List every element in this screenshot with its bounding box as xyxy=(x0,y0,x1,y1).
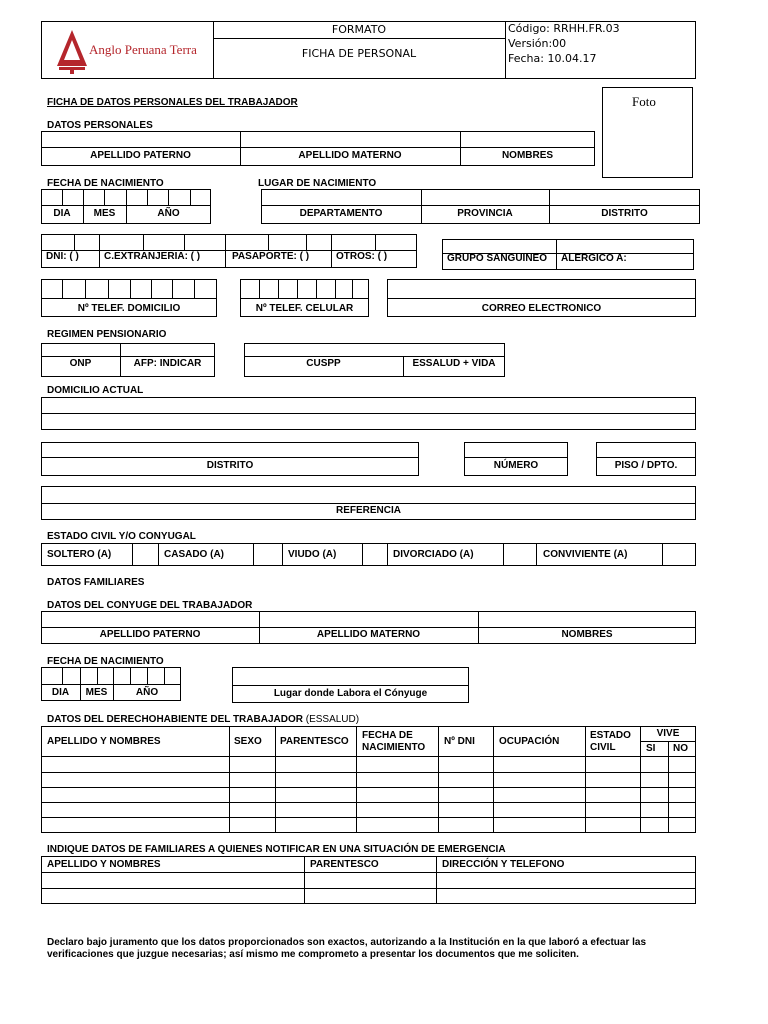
row-divider xyxy=(41,787,696,788)
logo-mark-icon xyxy=(55,28,89,74)
col-divider xyxy=(168,189,169,205)
soltero-label: SOLTERO (A) xyxy=(47,549,112,560)
col-divider xyxy=(147,189,148,205)
distrito-label: DISTRITO xyxy=(601,208,648,219)
row-divider xyxy=(464,457,568,458)
col-divider xyxy=(438,726,439,833)
row-divider xyxy=(244,356,505,357)
provincia-label: PROVINCIA xyxy=(457,208,513,219)
col-divider xyxy=(362,543,363,566)
section-regimen: REGIMEN PENSIONARIO xyxy=(47,329,167,340)
col-divider xyxy=(194,279,195,298)
col-divider xyxy=(356,726,357,833)
codigo-text: Código: RRHH.FR.03 xyxy=(508,22,620,35)
section-estado-civil: ESTADO CIVIL Y/O CONYUGAL xyxy=(47,531,196,542)
section-domicilio: DOMICILIO ACTUAL xyxy=(47,385,144,396)
th-si: SI xyxy=(646,743,656,754)
col-divider xyxy=(335,279,336,298)
otros-option: OTROS: ( ) xyxy=(336,251,388,262)
conyuge-paterno-label: APELLIDO PATERNO xyxy=(99,629,201,640)
derechohabiente-title: DATOS DEL DERECHOHABIENTE DEL TRABAJADOR xyxy=(47,714,303,725)
col-divider xyxy=(253,543,254,566)
onp-label: ONP xyxy=(69,358,92,369)
col-divider xyxy=(304,856,305,904)
departamento-label: DEPARTAMENTO xyxy=(299,208,383,219)
col-divider xyxy=(190,189,191,205)
row-divider xyxy=(41,457,419,458)
essalud-label: ESSALUD + VIDA xyxy=(412,358,496,369)
section-derechohabiente xyxy=(47,714,359,725)
dni-option: DNI: ( ) xyxy=(46,251,79,262)
telef-celular-label: Nº TELEF. CELULAR xyxy=(255,303,354,314)
alergico-label: ALERGICO A: xyxy=(561,253,627,264)
derechohabiente-suffix: (ESSALUD) xyxy=(305,714,360,725)
col-divider xyxy=(662,543,663,566)
telef-domicilio-label: Nº TELEF. DOMICILIO xyxy=(77,303,181,314)
section-datos-conyuge: DATOS DEL CONYUGE DEL TRABAJADOR xyxy=(47,600,253,611)
company-logo xyxy=(55,28,210,74)
col-divider xyxy=(108,279,109,298)
dia-label: DIA xyxy=(53,208,71,219)
conviviente-label: CONVIVIENTE (A) xyxy=(543,549,628,560)
col-divider xyxy=(99,234,100,268)
row-divider xyxy=(596,457,696,458)
version-text: Versión:00 xyxy=(508,37,567,50)
row-divider xyxy=(41,772,696,773)
em-th-direccion: DIRECCIÓN Y TELEFONO xyxy=(442,859,565,870)
row-divider xyxy=(41,298,217,299)
section-emergencia: INDIQUE DATOS DE FAMILIARES A QUIENES NOTIFICAR EN UNA SITUACIÓN DE EMERGENCIA xyxy=(47,844,506,855)
row-divider xyxy=(41,147,595,148)
col-divider xyxy=(151,279,152,298)
conyuge-materno-label: APELLIDO MATERNO xyxy=(316,629,421,640)
col-divider xyxy=(62,667,63,684)
row-divider xyxy=(41,802,696,803)
col-divider xyxy=(503,543,504,566)
piso-label: PISO / DPTO. xyxy=(614,460,678,471)
apellido-paterno-label: APELLIDO PATERNO xyxy=(90,150,191,161)
fecha-nacimiento-title: FECHA DE NACIMIENTO xyxy=(47,178,164,189)
col-divider xyxy=(62,279,63,298)
th-parentesco: PARENTESCO xyxy=(280,736,349,747)
afp-label: AFP: INDICAR xyxy=(133,358,202,369)
col-divider xyxy=(62,189,63,205)
ficha-title: FICHA DE PERSONAL xyxy=(301,47,417,60)
col-divider xyxy=(297,279,298,298)
th-dni: Nº DNI xyxy=(444,736,475,747)
th-fecha-nacimiento: FECHA DE NACIMIENTO xyxy=(362,730,426,753)
pasaporte-option: PASAPORTE: ( ) xyxy=(232,251,310,262)
conyuge-anio-label: AÑO xyxy=(135,687,159,698)
row-divider xyxy=(41,684,181,685)
conyuge-nombres-label: NOMBRES xyxy=(561,629,613,640)
col-divider xyxy=(278,279,279,298)
col-divider xyxy=(130,279,131,298)
fecha-text: Fecha: 10.04.17 xyxy=(508,52,597,65)
row-divider xyxy=(240,298,369,299)
fecha-nac-conyuge-title: FECHA DE NACIMIENTO xyxy=(47,656,164,667)
logo-text: Anglo Peruana Terra xyxy=(89,42,197,57)
col-divider xyxy=(668,741,669,833)
col-divider xyxy=(585,726,586,833)
nombres-label: NOMBRES xyxy=(501,150,554,161)
col-divider xyxy=(259,279,260,298)
col-divider xyxy=(316,279,317,298)
row-divider xyxy=(41,413,696,414)
header-divider xyxy=(213,38,505,39)
col-divider xyxy=(184,234,185,250)
th-estado-civil: ESTADO CIVIL xyxy=(590,730,631,753)
col-divider xyxy=(132,543,133,566)
cuspp-label: CUSPP xyxy=(306,358,341,369)
col-divider xyxy=(97,667,98,684)
col-divider xyxy=(172,279,173,298)
section-datos-familiares: DATOS FAMILIARES xyxy=(47,577,145,588)
row-divider xyxy=(41,888,696,889)
col-divider xyxy=(268,234,269,250)
form-title: FICHA DE DATOS PERSONALES DEL TRABAJADOR xyxy=(47,97,298,108)
col-divider xyxy=(130,667,131,684)
col-divider xyxy=(282,543,283,566)
th-ocupacion: OCUPACIÓN xyxy=(499,736,560,747)
row-divider xyxy=(41,627,696,628)
col-divider xyxy=(556,239,557,270)
photo-label: Foto xyxy=(632,94,656,109)
section-datos-personales: DATOS PERSONALES xyxy=(47,120,153,131)
col-divider xyxy=(104,189,105,205)
conyuge-dia-label: DIA xyxy=(51,687,70,698)
th-apellido-nombres: APELLIDO Y NOMBRES xyxy=(47,736,161,747)
th-no: NO xyxy=(673,743,688,754)
em-th-parentesco: PARENTESCO xyxy=(310,859,379,870)
col-divider xyxy=(225,234,226,268)
col-divider xyxy=(536,543,537,566)
grupo-sanguineo-label: GRUPO SANGUINEO xyxy=(447,253,548,264)
row-divider xyxy=(41,872,696,873)
sworn-declaration: Declaro bajo juramento que los datos proporcionados son exactos, autorizando a la Institución en la que laboró a efectuar las verificaciones que juzgue necesarias; así mismo me comprometo a presentar los documentos que me soliciten. xyxy=(47,937,647,960)
col-divider xyxy=(640,726,641,833)
col-divider xyxy=(352,279,353,298)
referencia-label: REFERENCIA xyxy=(335,505,401,516)
casado-label: CASADO (A) xyxy=(164,549,224,560)
col-divider xyxy=(229,726,230,833)
dom-distrito-label: DISTRITO xyxy=(206,460,254,471)
th-sexo: SEXO xyxy=(234,736,262,747)
col-divider xyxy=(85,279,86,298)
lugar-nacimiento-title: LUGAR DE NACIMIENTO xyxy=(258,178,377,189)
col-divider xyxy=(375,234,376,250)
col-divider xyxy=(275,726,276,833)
apellido-materno-label: APELLIDO MATERNO xyxy=(298,150,402,161)
divorciado-label: DIVORCIADO (A) xyxy=(393,549,474,560)
row-divider xyxy=(41,503,696,504)
col-divider xyxy=(331,234,332,268)
col-divider xyxy=(74,234,75,250)
header-divider xyxy=(505,21,506,79)
col-divider xyxy=(158,543,159,566)
row-divider xyxy=(41,756,696,757)
anio-label: AÑO xyxy=(157,208,180,219)
col-divider xyxy=(164,667,165,684)
row-divider xyxy=(41,817,696,818)
extranjeria-option: C.EXTRANJERIA: ( ) xyxy=(104,251,201,262)
em-th-nombres: APELLIDO Y NOMBRES xyxy=(47,859,161,870)
mes-label: MES xyxy=(93,208,116,219)
numero-label: NÚMERO xyxy=(493,460,539,471)
col-divider xyxy=(306,234,307,250)
row-divider xyxy=(261,205,700,206)
formato-label: FORMATO xyxy=(331,23,387,36)
col-divider xyxy=(493,726,494,833)
col-divider xyxy=(143,234,144,250)
th-vive: VIVE xyxy=(656,728,680,739)
conyuge-mes-label: MES xyxy=(85,687,108,698)
correo-label: CORREO ELECTRONICO xyxy=(481,303,602,314)
col-divider xyxy=(436,856,437,904)
row-divider xyxy=(41,356,215,357)
col-divider xyxy=(147,667,148,684)
row-divider xyxy=(387,298,696,299)
lugar-labora-label: Lugar donde Labora el Cónyuge xyxy=(273,688,428,699)
col-divider xyxy=(387,543,388,566)
row-divider xyxy=(232,685,469,686)
viudo-label: VIUDO (A) xyxy=(288,549,337,560)
